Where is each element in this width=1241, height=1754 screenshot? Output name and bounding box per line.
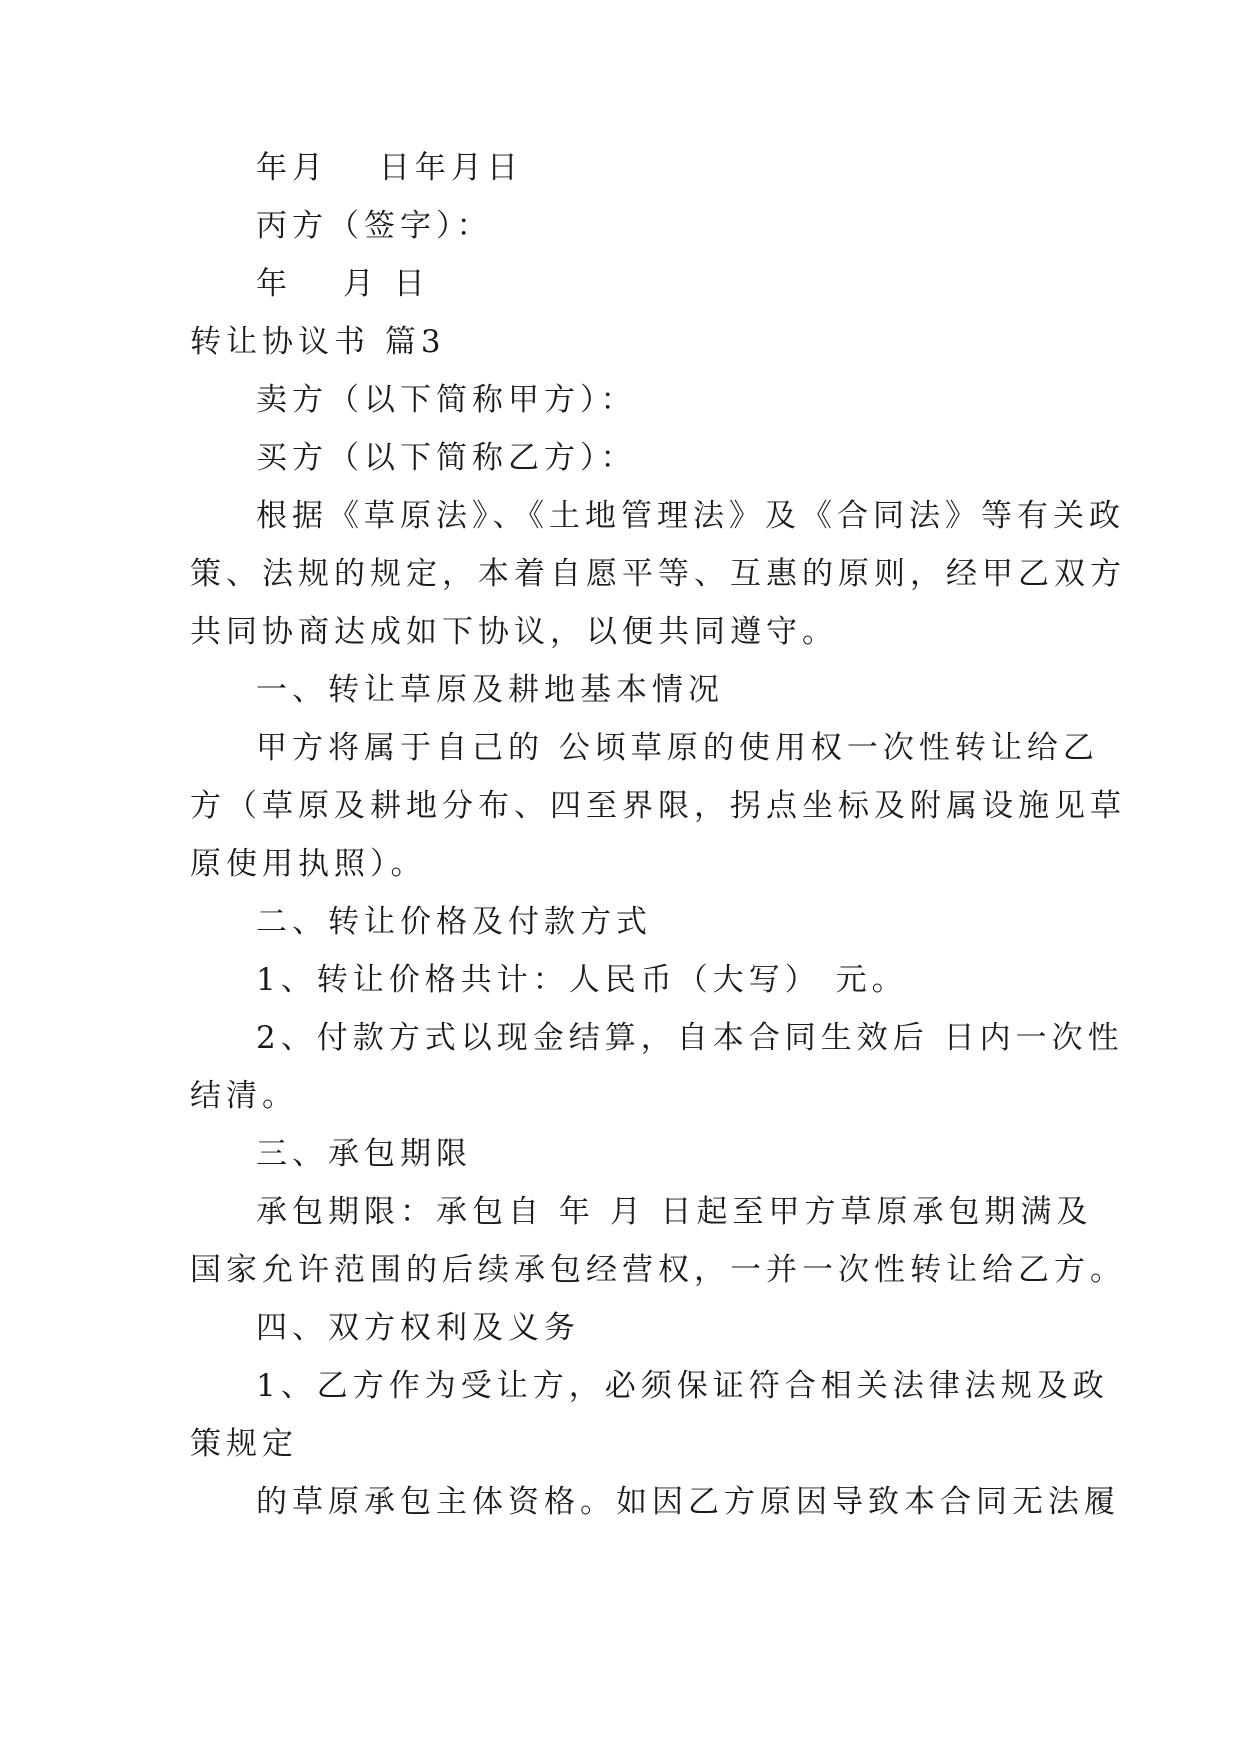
paragraph-line: 国家允许范围的后续承包经营权，一并一次性转让给乙方。	[190, 1252, 1126, 1288]
paragraph-line: 结清。	[190, 1078, 298, 1114]
party-c-date-line: 年 月 日	[256, 266, 430, 302]
paragraph-line: 甲方将属于自己的 公顷草原的使用权一次性转让给乙	[256, 730, 1099, 766]
clause-heading: 三、承包期限	[256, 1136, 472, 1172]
paragraph-line: 的草原承包主体资格。如因乙方原因导致本合同无法履	[256, 1484, 1120, 1520]
clause-heading: 一、转让草原及耕地基本情况	[256, 672, 724, 708]
seller-line: 卖方（以下简称甲方）：	[256, 382, 637, 418]
clause-heading: 四、双方权利及义务	[256, 1310, 580, 1346]
paragraph-line: 根据《草原法》、《土地管理法》及《合同法》等有关政	[256, 498, 1125, 534]
buyer-line: 买方（以下简称乙方）：	[256, 440, 637, 476]
paragraph-line: 承包期限：承包自 年 月 日起至甲方草原承包期满及	[256, 1194, 1093, 1230]
paragraph-line: 策、法规的规定，本着自愿平等、互惠的原则，经甲乙双方	[190, 556, 1126, 592]
paragraph-line: 1、乙方作为受让方，必须保证符合相关法律法规及政	[256, 1368, 1109, 1404]
clause-heading: 二、转让价格及付款方式	[256, 904, 652, 940]
paragraph-line: 原使用执照）。	[190, 846, 427, 882]
paragraph-line: 共同协商达成如下协议，以便共同遵守。	[190, 614, 838, 650]
section-heading: 转让协议书 篇3	[190, 324, 446, 360]
paragraph-line: 2、付款方式以现金结算，自本合同生效后 日内一次性	[256, 1020, 1124, 1056]
party-c-signature-line: 丙方（签字）：	[256, 208, 493, 244]
paragraph-line: 方（草原及耕地分布、四至界限，拐点坐标及附属设施见草	[190, 788, 1126, 824]
signature-date-line: 年月 日年月日	[256, 150, 523, 186]
paragraph-line: 1、转让价格共计：人民币（大写） 元。	[256, 962, 908, 998]
paragraph-line: 策规定	[190, 1426, 298, 1462]
